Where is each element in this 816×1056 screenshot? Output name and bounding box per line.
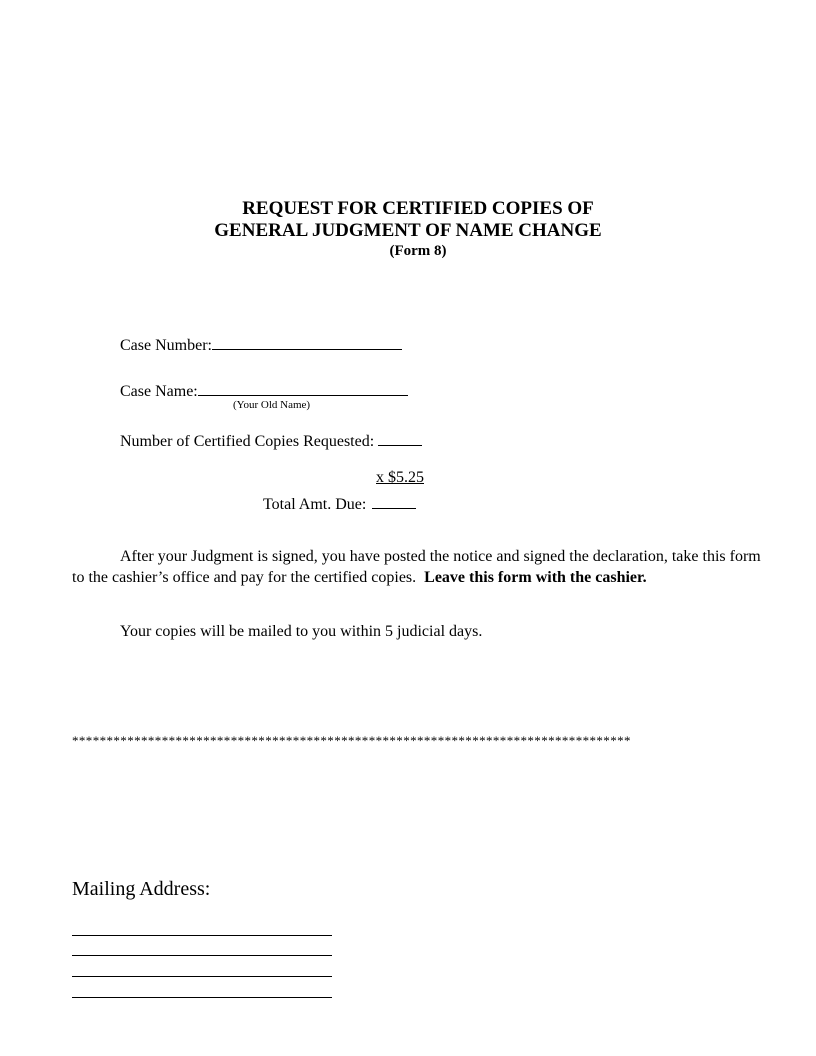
copies-field[interactable] <box>378 431 422 446</box>
address-line-3[interactable] <box>72 976 332 977</box>
mailing-address-label: Mailing Address: <box>72 878 211 900</box>
instructions-paragraph <box>72 546 772 588</box>
address-line-4[interactable] <box>72 997 332 998</box>
case-name-label: Case Name: <box>120 383 198 400</box>
total-row <box>263 494 416 514</box>
form-number: (Form 8) <box>389 243 447 259</box>
mailing-notice-text: Your copies will be mailed to you within 5 judicial days. <box>120 623 483 640</box>
copies-label: Number of Certified Copies Requested: <box>120 433 375 450</box>
instructions-text: After your Judgment is signed, you have posted the notice and signed the declaration, take this form to the cashier’s office and pay for the certified copies. <box>72 548 761 586</box>
mailing-notice-paragraph <box>72 621 772 642</box>
instructions-bold-note: Leave this form with the cashier. <box>424 569 647 586</box>
address-line-1[interactable] <box>72 935 332 936</box>
asterisk-divider: ********************************************************************************* <box>72 733 631 748</box>
case-name-row <box>120 381 408 401</box>
case-name-note: (Your Old Name) <box>233 399 311 411</box>
total-label: Total Amt. Due: <box>263 496 367 513</box>
case-number-field[interactable] <box>212 335 402 350</box>
copies-row <box>120 431 422 451</box>
form-title-line-1: REQUEST FOR CERTIFIED COPIES OF <box>242 198 594 219</box>
case-number-label: Case Number: <box>120 337 212 354</box>
form-title-line-2: GENERAL JUDGMENT OF NAME CHANGE <box>214 220 602 241</box>
address-line-2[interactable] <box>72 955 332 956</box>
total-field[interactable] <box>372 494 416 509</box>
case-number-row <box>120 335 402 355</box>
case-name-field[interactable] <box>198 381 408 396</box>
price-per-copy: x $5.25 <box>376 469 424 486</box>
